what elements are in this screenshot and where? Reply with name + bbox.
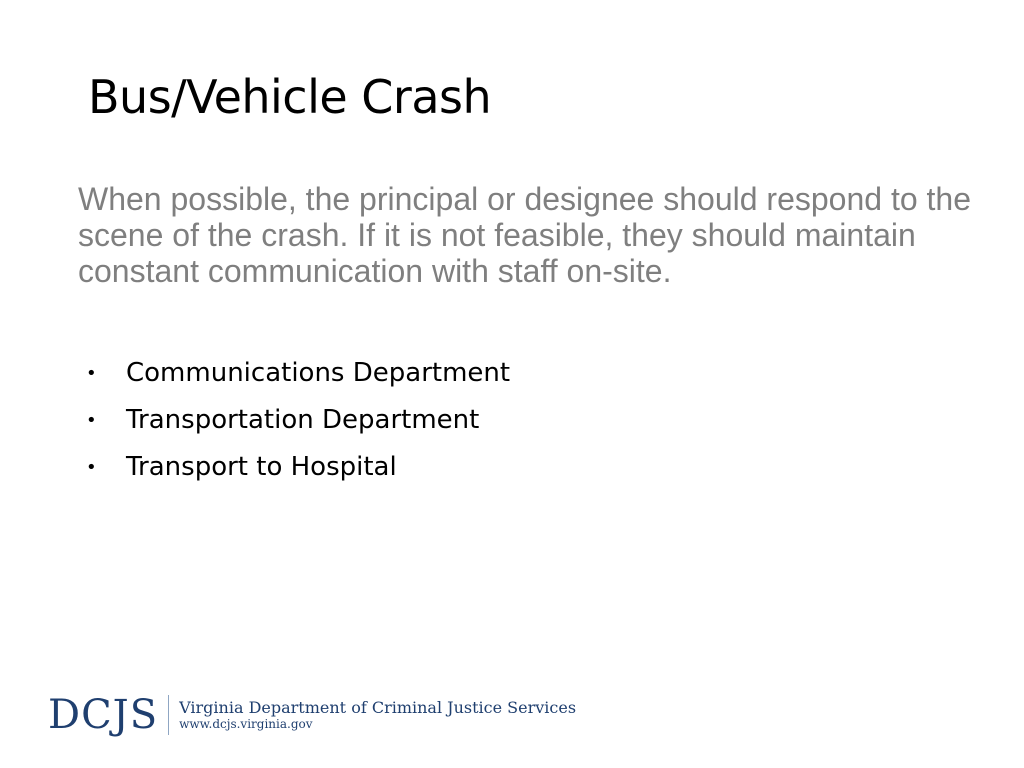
agency-name: Virginia Department of Criminal Justice Services — [179, 697, 577, 717]
agency-url: www.dcjs.virginia.gov — [179, 716, 313, 731]
list-item-label: Communications Department — [126, 358, 511, 388]
list-item — [86, 397, 510, 444]
bullet-icon: • — [86, 363, 97, 384]
list-item-label: Transportation Department — [126, 405, 480, 435]
logo-text — [179, 699, 576, 732]
logo-divider — [168, 695, 169, 735]
bullet-icon: • — [86, 410, 97, 431]
logo-mark: DCJS — [48, 692, 159, 738]
list-item — [86, 444, 510, 491]
list-item-label: Transport to Hospital — [126, 452, 397, 482]
slide-title: Bus/Vehicle Crash — [88, 70, 492, 124]
list-item — [86, 350, 510, 397]
bullet-list — [86, 350, 510, 491]
dcjs-logo — [48, 690, 576, 740]
bullet-icon: • — [86, 457, 97, 478]
intro-paragraph: When possible, the principal or designee should respond to the scene of the crash. If it is not feasible, they should maintain constant communication with staff on-site. — [78, 181, 972, 289]
